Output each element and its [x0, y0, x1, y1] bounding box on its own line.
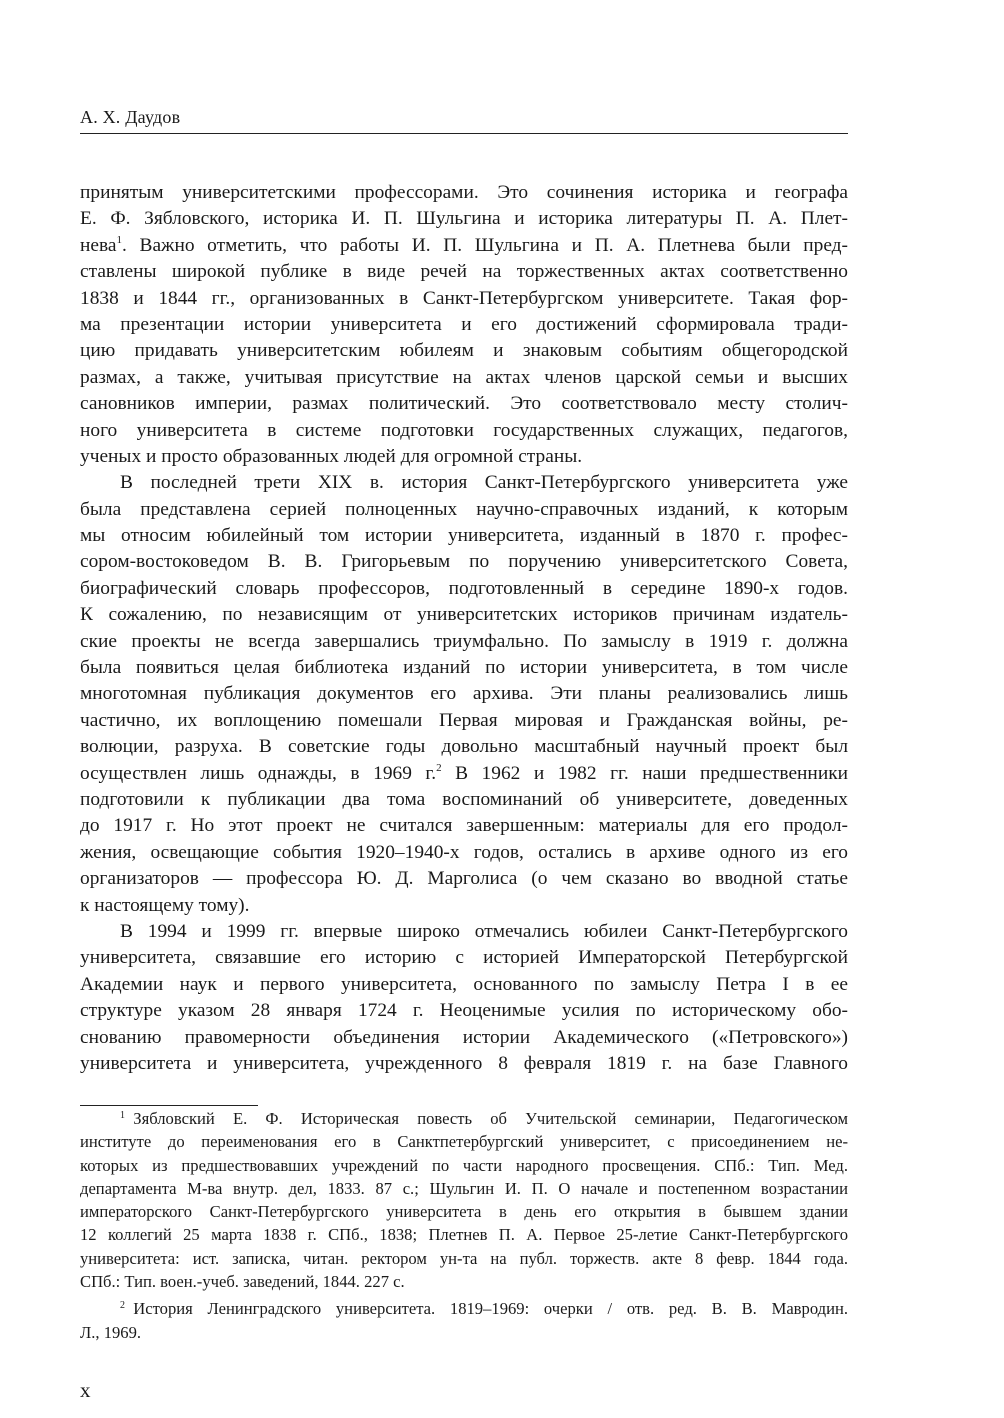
text-line: подготовили к публикации два тома воспоминаний об университете, доведенных — [80, 788, 848, 810]
footnote-text: История Ленинградского университета. 1819–1969: очерки / отв. ред. В. В. Мавродин. — [133, 1299, 848, 1319]
text-line: жения, освещающие события 1920–1940-х годов, остались в архиве одного из его — [80, 841, 848, 863]
text-line: частично, их воплощению помешали Первая мировая и Гражданская войны, ре- — [80, 709, 848, 731]
text-line: ного университета в системе подготовки государственных служащих, педагогов, — [80, 419, 848, 441]
text-line: организаторов — профессора Ю. Д. Марголиса (о чем сказано во вводной статье — [80, 868, 848, 890]
text-line: биографический словарь профессоров, подготовленный в середине 1890-х годов. — [80, 577, 848, 599]
text-line: ские проекты не всегда завершались триумфально. По замыслу в 1919 г. должна — [80, 630, 848, 652]
body-text — [80, 180, 848, 1077]
text-line: принятым университетскими профессорами. Это сочинения историка и географа — [80, 182, 848, 203]
footnote-line: Л., 1969. — [80, 1322, 142, 1342]
text-line: К сожалению, по независящим от университетских историков причинам издатель- — [80, 604, 848, 626]
footnote-line — [80, 1107, 848, 1130]
text-line: ученых и просто образованных людей для огромной страны. — [80, 445, 583, 467]
footnote-2 — [80, 1297, 848, 1344]
footnote-line: СПб.: Тип. воен.-учеб. заведений, 1844. 227 с. — [80, 1272, 405, 1292]
text-line: университета, связавшие его историю с историей Императорской Петербургской — [80, 947, 848, 969]
footnote-line: императорского Санкт-Петербургского университета в день его открытия в бывшем здании — [80, 1202, 848, 1222]
footnote-rule — [80, 1105, 258, 1106]
footnote-line — [80, 1297, 848, 1320]
footnotes — [80, 1107, 848, 1344]
text-line: университета и университета, учрежденного 8 февраля 1819 г. на базе Главного — [80, 1052, 848, 1074]
text-line: Академии наук и первого университета, основанного по замыслу Петра I в ее — [80, 973, 848, 995]
text-line: сановников империи, размах политический. Это соответствовало месту столич- — [80, 393, 848, 415]
text-line: В 1994 и 1999 гг. впервые широко отмечались юбилеи Санкт-Петербургского — [120, 920, 848, 942]
footnote-ref[interactable]: 2 — [436, 761, 442, 774]
text-line: 1838 и 1844 гг., организованных в Санкт-Петербургском университете. Такая фор- — [80, 287, 848, 309]
page-number: x — [80, 1378, 91, 1402]
text-line: ма презентации истории университета и его достижений сформировала тради- — [80, 313, 848, 335]
footnote-line: университета: ист. записка, читан. ректором ун-та на публ. торжеств. акте 8 февр. 1844 года. — [80, 1248, 848, 1268]
text-line: цию придавать университетским юбилеям и знаковым событиям общегородской — [80, 340, 848, 362]
text-line: ставлены широкой публике в виде речей на торжественных актах соответственно — [80, 261, 848, 283]
footnote-marker: 2 — [120, 1300, 125, 1312]
footnote-marker: 1 — [120, 1110, 125, 1121]
footnote-line: 12 коллегий 25 марта 1838 г. СПб., 1838; Плетнев П. А. Первое 25-летие Санкт-Петербургского — [80, 1225, 848, 1245]
text-line: к настоящему тому). — [80, 894, 250, 916]
running-head: А. Х. Даудов — [80, 107, 181, 127]
text-line: была представлена серией полноценных научно-справочных изданий, к которым — [80, 498, 848, 520]
header-rule — [80, 133, 848, 134]
text-line: осуществлен лишь однажды, в 1969 г.$^2$ В 1962 и 1982 гг. наши предшественники — [80, 761, 848, 784]
text-line: размах, а также, учитывая присутствие на актах членов царской семьи и высших — [80, 366, 848, 388]
footnote-text: Зябловский Е. Ф. Историческая повесть об Учительской семинарии, Педагогическом — [133, 1109, 848, 1128]
footnote-line: которых из предшествовавших учреждений по части народного просвещения. СПб.: Тип. Мед. — [80, 1155, 848, 1175]
footnote-line: институте до переименования его в Санктпетербургский университет, с присоединением не- — [80, 1132, 848, 1152]
footnote-1 — [80, 1107, 848, 1293]
text-line: мы относим юбилейный том истории университета, изданный в 1870 г. профес- — [80, 525, 848, 547]
text-line: нева$^1$. Важно отметить, что работы И. П. Шульгина и П. А. Плетнева были пред- — [80, 233, 848, 256]
text-line: до 1917 г. Но этот проект не считался завершенным: материалы для его продол- — [80, 815, 848, 837]
text-line: многотомная публикация документов его архива. Эти планы реализовались лишь — [80, 683, 848, 705]
text-line: была появиться целая библиотека изданий по истории университета, в том числе — [80, 657, 848, 679]
text-line: структуре указом 28 января 1724 г. Неоценимые усилия по историческому обо- — [80, 1000, 848, 1022]
text-line: снованию правомерности объединения истории Академического («Петровского») — [80, 1026, 848, 1048]
footnote-line: департамента М-ва внутр. дел, 1833. 87 с.; Шульгин И. П. О начале и постепенном возрастании — [80, 1178, 848, 1198]
text-line: Е. Ф. Зябловского, историка И. П. Шульгина и историка литературы П. А. Плет- — [80, 208, 848, 230]
text-line: волюции, разруха. В советские годы довольно масштабный научный проект был — [80, 736, 848, 758]
footnote-ref[interactable]: 1 — [116, 233, 122, 246]
text-line: В последней трети XIX в. история Санкт-Петербургского университета уже — [120, 472, 848, 494]
text-line: сором-востоковедом В. В. Григорьевым по поручению университетского Совета, — [80, 551, 848, 573]
